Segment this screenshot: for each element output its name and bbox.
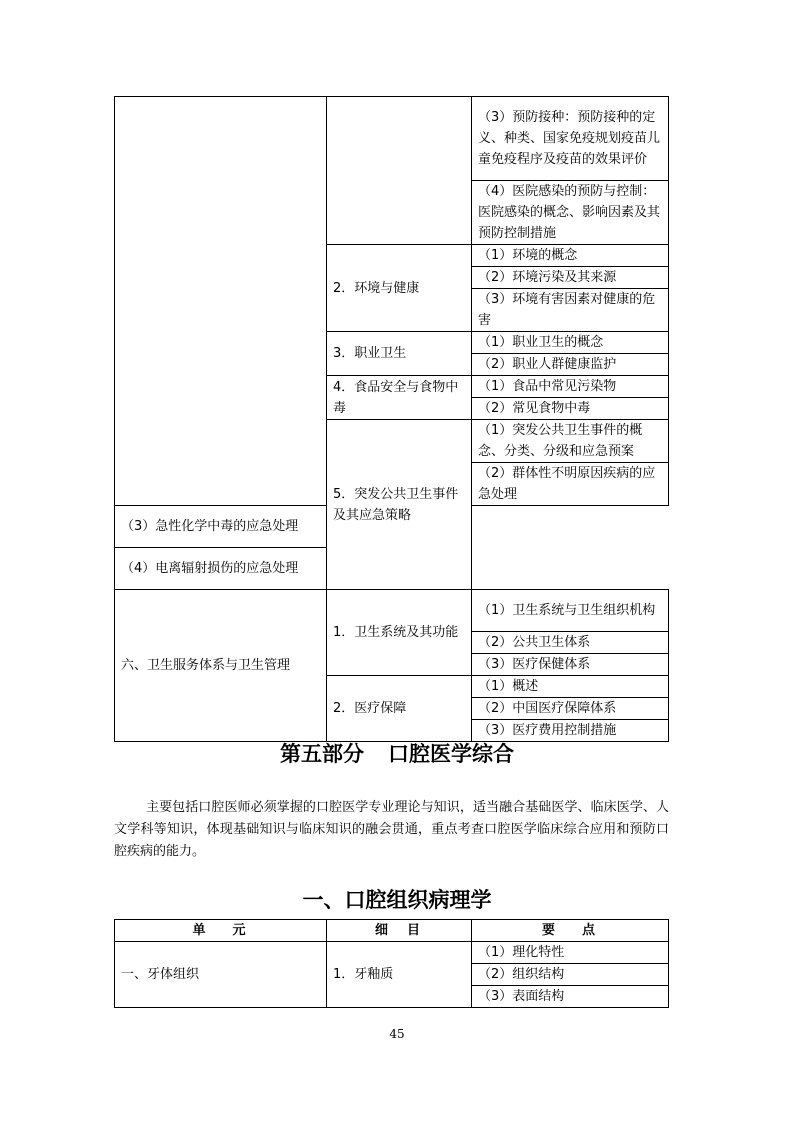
point-cell: （2）群体性不明原因疾病的应急处理 xyxy=(472,463,669,506)
header-unit xyxy=(115,920,327,942)
item-cell: 3．职业卫生 xyxy=(327,332,472,376)
point-cell: （3）环境有害因素对健康的危害 xyxy=(472,289,669,332)
point-cell: （2）职业人群健康监护 xyxy=(472,354,669,376)
oral-pathology-table xyxy=(114,919,669,1008)
item-cell-continued xyxy=(327,97,472,245)
point-cell: （3）预防接种：预防接种的定义、种类、国家免疫规划疫苗儿童免疫程序及疫苗的效果评价 xyxy=(472,97,669,181)
point-cell: （2）常见食物中毒 xyxy=(472,398,669,420)
page-number: 45 xyxy=(389,1027,405,1041)
header-points-a: 要 xyxy=(541,923,558,938)
point-cell: （4）医院感染的预防与控制：医院感染的概念、影响因素及其预防控制措施 xyxy=(472,181,669,245)
section-title xyxy=(0,738,794,768)
point-cell: （1）概述 xyxy=(472,676,669,698)
unit-cell: 六、卫生服务体系与卫生管理 xyxy=(115,590,327,742)
point-cell: （2）环境污染及其来源 xyxy=(472,267,669,289)
point-cell: （1）环境的概念 xyxy=(472,245,669,267)
item-cell: 4．食品安全与食物中毒 xyxy=(327,376,472,420)
section-name: 口腔医学综合 xyxy=(388,741,514,766)
item-cell: 5．突发公共卫生事件及其应急策略 xyxy=(327,420,472,590)
unit-cell-continued xyxy=(115,97,327,506)
point-cell: （3）医疗保健体系 xyxy=(472,654,669,676)
header-unit-a: 单 xyxy=(192,923,209,938)
unit-cell: 一、牙体组织 xyxy=(115,942,327,1008)
point-cell: （3）医疗费用控制措施 xyxy=(472,720,669,742)
header-points-b: 点 xyxy=(582,923,599,938)
point-cell: （1）理化特性 xyxy=(472,942,669,964)
point-cell: （2）组织结构 xyxy=(472,964,669,986)
section-part: 第五部分 xyxy=(280,741,364,766)
point-cell: （1）卫生系统与卫生组织机构 xyxy=(472,590,669,632)
point-cell: （4）电离辐射损伤的应急处理 xyxy=(115,548,327,590)
subsection-title: 一、口腔组织病理学 xyxy=(302,887,492,912)
point-cell: （1）食品中常见污染物 xyxy=(472,376,669,398)
header-item: 细 目 xyxy=(327,920,472,942)
item-cell: 2．医疗保障 xyxy=(327,676,472,742)
point-cell: （2）公共卫生体系 xyxy=(472,632,669,654)
point-cell: （3）急性化学中毒的应急处理 xyxy=(115,506,327,548)
point-cell: （1）职业卫生的概念 xyxy=(472,332,669,354)
point-cell: （1）突发公共卫生事件的概念、分类、分级和应急预案 xyxy=(472,420,669,463)
point-cell: （3）表面结构 xyxy=(472,986,669,1008)
header-points xyxy=(472,920,669,942)
point-cell: （2）中国医疗保障体系 xyxy=(472,698,669,720)
section-intro-paragraph: 主要包括口腔医师必须掌握的口腔医学专业理论与知识，适当融合基础医学、临床医学、人文学科等知识，体现基础知识与临床知识的融会贯通，重点考查口腔医学临床综合应用和预防口腔疾病的能力。 xyxy=(114,800,669,859)
content-table-continued xyxy=(114,96,669,742)
header-unit-b: 元 xyxy=(232,923,249,938)
item-cell: 1．卫生系统及其功能 xyxy=(327,590,472,676)
item-cell: 2．环境与健康 xyxy=(327,245,472,332)
item-cell: 1．牙釉质 xyxy=(327,942,472,1008)
